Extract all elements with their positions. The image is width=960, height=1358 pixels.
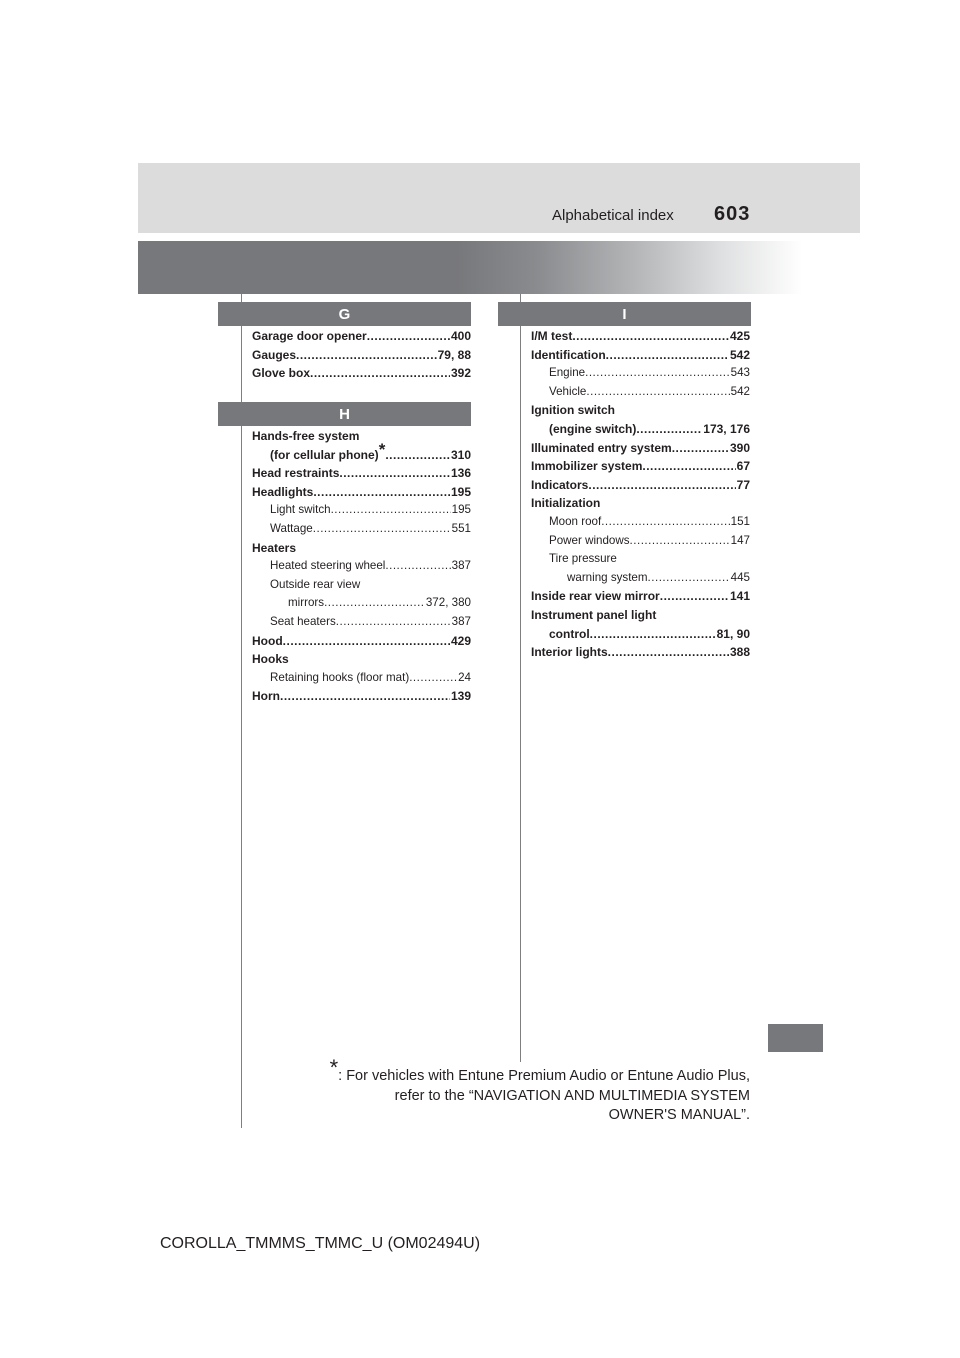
chapter-tab-marker <box>768 1024 823 1052</box>
index-entry[interactable]: Immobilizer system ..... 67 <box>531 457 750 476</box>
index-entry[interactable]: Identification ..... 542 <box>531 346 750 365</box>
index-subentry[interactable]: Outside rear view <box>270 577 361 591</box>
index-subentry[interactable]: Seat heaters ..... 387 <box>252 613 471 632</box>
index-entry[interactable]: (engine switch) ..... 173, 176 <box>531 420 750 439</box>
index-entry[interactable]: Garage door opener ..... 400 <box>252 327 471 346</box>
header-band <box>138 163 860 233</box>
index-entry[interactable]: Ignition switch <box>531 403 615 418</box>
index-subentry[interactable]: Power windows ..... 147 <box>531 532 750 551</box>
right-column-rule <box>520 294 521 1062</box>
index-entry[interactable]: I/M test ..... 425 <box>531 327 750 346</box>
index-list-h <box>252 427 471 706</box>
footnote-line-2: refer to the “NAVIGATION AND MULTIMEDIA SYSTEM <box>394 1087 750 1104</box>
footnote-line-3: OWNER'S MANUAL”. <box>608 1107 750 1123</box>
index-entry[interactable]: Hood ..... 429 <box>252 632 471 651</box>
index-subentry[interactable]: warning system ..... 445 <box>531 569 750 588</box>
index-subentry[interactable]: Wattage ..... 551 <box>252 520 471 539</box>
index-entry[interactable]: control ..... 81, 90 <box>531 625 750 644</box>
index-entry[interactable]: Glove box ..... 392 <box>252 364 471 383</box>
index-entry[interactable]: Hands-free system <box>252 429 360 443</box>
index-entry[interactable]: Instrument panel light <box>531 607 657 622</box>
index-list-g <box>252 327 471 383</box>
index-entry[interactable]: Horn ..... 139 <box>252 687 471 706</box>
index-subentry[interactable]: Light switch ..... 195 <box>252 501 471 520</box>
index-subentry[interactable]: Retaining hooks (floor mat) ..... 24 <box>252 669 471 688</box>
index-entry[interactable]: Gauges ..... 79, 88 <box>252 346 471 365</box>
index-list-i <box>531 327 750 662</box>
letter-header-i: I <box>498 302 751 326</box>
index-subentry[interactable]: mirrors ..... 372, 380 <box>252 594 471 613</box>
index-entry[interactable]: Inside rear view mirror ..... 141 <box>531 587 750 606</box>
letter-header-h: H <box>218 402 471 426</box>
footnote-line-1: *: For vehicles with Entune Premium Audio or Entune Audio Plus, <box>329 1055 750 1084</box>
index-subentry[interactable]: Heated steering wheel ..... 387 <box>252 557 471 576</box>
footnote-star-icon: * <box>329 1055 339 1080</box>
index-subentry[interactable]: Vehicle ..... 542 <box>531 383 750 402</box>
index-entry[interactable]: Indicators ..... 77 <box>531 476 750 495</box>
index-entry[interactable]: Illuminated entry system ..... 390 <box>531 439 750 458</box>
index-entry: Initialization <box>531 496 601 511</box>
index-subentry[interactable]: Moon roof ..... 151 <box>531 513 750 532</box>
index-subentry[interactable]: Tire pressure <box>549 552 617 566</box>
index-entry[interactable]: Head restraints ..... 136 <box>252 464 471 483</box>
letter-header-g: G <box>218 302 471 326</box>
index-entry[interactable]: Headlights ..... 195 <box>252 483 471 502</box>
footnote-star-icon: * <box>378 439 386 459</box>
index-entry[interactable]: Interior lights ..... 388 <box>531 643 750 662</box>
page-number: 603 <box>714 203 751 225</box>
index-subentry[interactable]: Engine ..... 543 <box>531 364 750 383</box>
footnote <box>300 1055 750 1126</box>
decorative-gradient-bar <box>138 241 802 294</box>
section-title: Alphabetical index <box>552 207 674 224</box>
index-entry[interactable]: (for cellular phone)* ..... 310 <box>252 446 471 465</box>
index-entry: Hooks <box>252 652 289 667</box>
footer-document-code: COROLLA_TMMMS_TMMC_U (OM02494U) <box>160 1235 481 1252</box>
index-entry: Heaters <box>252 540 297 555</box>
